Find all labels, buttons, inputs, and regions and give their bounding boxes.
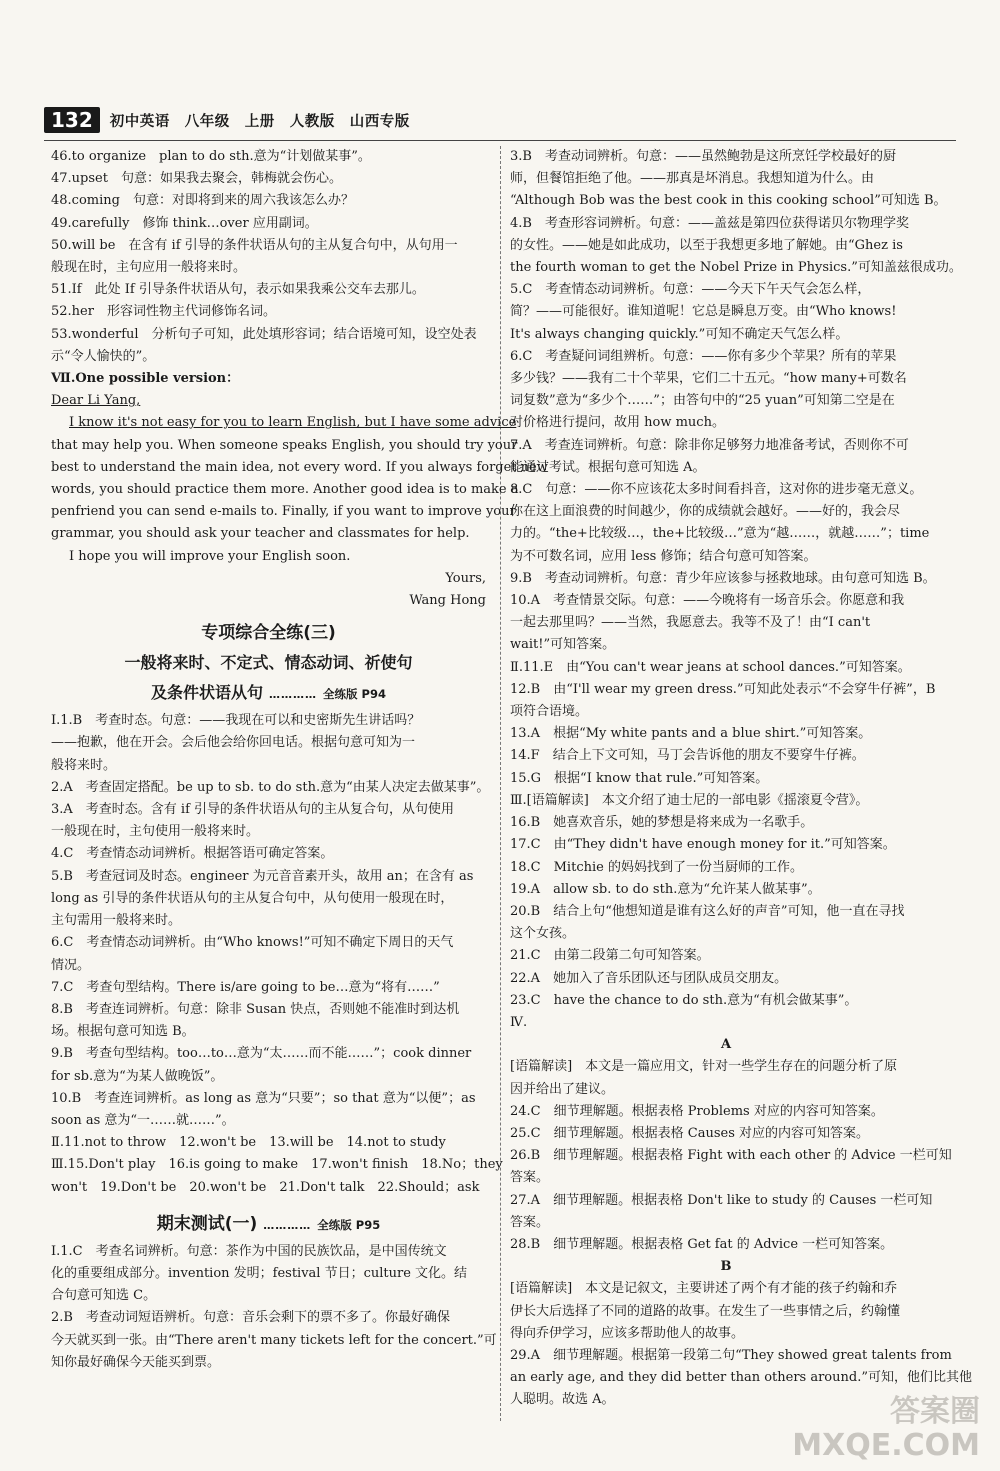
answer-line: 这个女孩。	[510, 926, 576, 942]
answer-line: 合句意可知选 C。	[51, 1288, 157, 1304]
answer-line: It's always changing quickly.”可知不确定天气怎么样。	[510, 326, 849, 342]
answer-line: 49.carefully 修饰 think…over 应用副词。	[51, 215, 318, 231]
book-title: 初中英语 八年级 上册 人教版 山西专版	[109, 113, 410, 130]
final-test-ref: 全练版 P95	[317, 1217, 381, 1232]
answer-line: 13.A 根据“My white pants and a blue shirt.”可知答案。	[510, 726, 872, 742]
section-ref: 全练版 P94	[323, 687, 386, 702]
answer-line: won't 19.Don't be 20.won't be 21.Don't talk 22.Should；ask	[51, 1179, 480, 1195]
answer-line: 2.A 考查固定搭配。be up to sb. to do sth.意为“由某人决定去做某事”。	[51, 779, 490, 795]
answer-line: 词复数”意为“多少个……”；由答句中的“25 yuan”可知第二空是在	[510, 393, 895, 409]
passage-label: A	[720, 1037, 732, 1053]
answer-line: 一般现在时，主句使用一般将来时。	[51, 824, 260, 840]
answer-line: 得向乔伊学习，应该多帮助他人的故事。	[510, 1325, 745, 1341]
page-number: 132	[44, 107, 100, 133]
letter-signoff: Yours,	[445, 570, 486, 586]
answer-line: 26.B 细节理解题。根据表格 Fight with each other 的 Advice 一栏可知	[510, 1148, 952, 1164]
letter-line: penfriend you can send e-mails to. Finally, if you want to improve your	[51, 504, 516, 520]
answer-line: an early age, and they did better than others around.”可知，他们比其他	[510, 1370, 972, 1386]
answer-line: 伊长大后选择了不同的道路的故事。在发生了一些事情之后，约翰懂	[510, 1303, 901, 1319]
final-test-title-row: 期末测试(一) ………… 全练版 P95	[156, 1213, 381, 1234]
letter-line: that may help you. When someone speaks English, you should try your	[51, 437, 518, 453]
answer-line: 3.A 考查时态。含有 if 引导的条件状语从句的主从复合句，从句使用	[51, 802, 455, 818]
answer-line: 能通过考试。根据句意可知选 A。	[510, 459, 706, 475]
answer-line: the fourth woman to get the Nobel Prize in Physics.”可知盖兹很成功。	[510, 260, 962, 276]
answer-line: 简？——可能很好。谁知道呢！它总是瞬息万变。由“Who knows!	[510, 304, 897, 320]
watermark-line-1: 答案圈	[890, 1394, 980, 1429]
answer-line: 8.C 句意：——你不应该花太多时间看抖音，这对你的进步毫无意义。	[510, 482, 923, 498]
answer-line: 力的。“the+比较级…，the+比较级…”意为“越……，就越……”；time	[510, 526, 930, 542]
letter-signature: Wang Hong	[409, 593, 486, 609]
answer-line: 4.C 考查情态动词辨析。根据答语可确定答案。	[51, 846, 334, 862]
answer-line: [语篇解读] 本文是记叙文，主要讲述了两个有才能的孩子约翰和乔	[510, 1281, 898, 1297]
answer-line: 5.B 考查冠词及时态。engineer 为元音音素开头，故用 an；在含有 as	[51, 868, 474, 884]
answer-line: 9.B 考查动词辨析。句意：青少年应该参与拯救地球。由句意可知选 B。	[510, 570, 936, 586]
answer-line: 主句需用一般将来时。	[51, 913, 182, 929]
answer-line: 4.B 考查形容词辨析。句意：——盖兹是第四位获得诺贝尔物理学奖	[510, 215, 909, 231]
answer-line: 15.G 根据“I know that rule.”可知答案。	[510, 770, 769, 786]
answer-line: Ⅱ.11.E 由“You can't wear jeans at school dances.”可知答案。	[510, 659, 911, 675]
answer-line: 25.C 细节理解题。根据表格 Causes 对应的内容可知答案。	[510, 1125, 869, 1141]
answer-line: 46.to organize plan to do sth.意为“计划做某事”。	[51, 149, 371, 164]
section-title: 专项综合全练(三)	[201, 623, 336, 644]
answer-line: 你在这上面浪费的时间越少，你的成绩就会越好。——好的，我会尽	[510, 504, 901, 520]
column-divider	[500, 146, 501, 1421]
answer-line: 3.B 考查动词辨析。句意：——虽然鲍勃是这所烹饪学校最好的厨	[510, 149, 896, 164]
answer-line: 21.C 由第二段第二句可知答案。	[510, 948, 710, 964]
answer-line: 6.C 考查情态动词辨析。由“Who knows!”可知不确定下周日的天气	[51, 935, 454, 951]
answer-line: soon as 意为“一……就……”。	[51, 1112, 235, 1128]
answer-line: 场。根据句意可知选 B。	[51, 1024, 195, 1040]
answer-line: 一起去那里吗？——当然，我愿意去。我等不及了！由“I can't	[510, 615, 871, 631]
answers-block-1	[51, 146, 486, 390]
answer-line: 28.B 细节理解题。根据表格 Get fat 的 Advice 一栏可知答案。	[510, 1236, 894, 1252]
answers-block-2	[51, 710, 503, 1198]
answer-line: 今天就买到一张。由“There aren't many tickets left for the concert.”可	[51, 1332, 497, 1348]
answer-line: 知你最好确保今天能买到票。	[51, 1354, 221, 1370]
answer-line: 化的重要组成部分。invention 发明；festival 节日；culture 文化。结	[51, 1265, 468, 1281]
answer-line: [语篇解读] 本文是一篇应用文，针对一些学生存在的问题分析了原	[510, 1059, 898, 1075]
letter-closing: I hope you will improve your English soon.	[69, 548, 351, 564]
answer-line: 多少钱？——我有二十个苹果，它们二十五元。“how many+可数名	[510, 371, 907, 387]
answer-line: 为不可数名词，应用 less 修饰；结合句意可知答案。	[510, 548, 817, 564]
answer-line: 47.upset 句意：如果我去聚会，韩梅就会伤心。	[51, 171, 342, 187]
answer-line: 29.A 细节理解题。根据第一段第二句“They showed great talents from	[510, 1347, 952, 1363]
answer-line: ——抱歉，他在开会。会后他会给你回电话。根据句意可知为一	[51, 735, 416, 751]
answer-line: 17.C 由“They didn't have enough money for it.”可知答案。	[510, 837, 896, 853]
answer-line: 2.B 考查动词短语辨析。句意：音乐会剩下的票不多了。你最好确保	[51, 1310, 450, 1326]
passage-label: B	[720, 1259, 732, 1275]
answer-line: 答案。	[510, 1170, 550, 1186]
answers-block-3	[51, 1241, 497, 1374]
answer-line: Ⅰ.1.C 考查名词辨析。句意：茶作为中国的民族饮品，是中国传统文	[51, 1243, 447, 1259]
answer-line: 18.C Mitchie 的妈妈找到了一份当厨师的工作。	[510, 859, 803, 875]
sample-letter	[51, 390, 548, 612]
answer-line: 人聪明。故选 A。	[510, 1392, 615, 1408]
answer-line: 对价格进行提问，故用 how much。	[510, 415, 725, 431]
answer-line: 19.A allow sb. to do sth.意为“允许某人做某事”。	[510, 881, 821, 897]
answer-line: 12.B 由“I'll wear my green dress.”可知此处表示“不会穿牛仔裤”，B	[510, 681, 936, 697]
final-test-title: 期末测试(一)	[156, 1213, 258, 1234]
answer-line: 53.wonderful 分析句子可知，此处填形容词；结合语境可知，设空处表	[51, 326, 477, 342]
section-subtitle: 一般将来时、不定式、情态动词、祈使句	[124, 653, 413, 673]
answer-line: 项符合语境。	[510, 704, 589, 720]
answer-line: 23.C have the chance to do sth.意为“有机会做某事”。	[510, 992, 858, 1008]
answer-line: 7.C 考查句型结构。There is/are going to be…意为“将有……”	[51, 979, 440, 995]
answer-line: 9.B 考查句型结构。too…to…意为“太……而不能……”；cook dinner	[51, 1046, 472, 1062]
letter-line: grammar, you should ask your teacher and classmates for help.	[51, 526, 470, 542]
answer-line: Ⅲ.[语篇解读] 本文介绍了迪士尼的一部电影《摇滚夏令营》。	[510, 792, 869, 808]
section-numeral: Ⅳ.	[510, 1014, 528, 1030]
answer-line: 般将来时。	[51, 757, 117, 773]
section-subtitle-2: 及条件状语从句 ………… 全练版 P94	[151, 683, 386, 703]
letter-greeting: Dear Li Yang,	[51, 393, 141, 409]
answer-line: 情况。	[51, 957, 91, 973]
section-subtitle-2-text: 及条件状语从句	[151, 683, 264, 703]
answer-line: 51.If 此处 If 引导条件状语从句，表示如果我乘公交车去那儿。	[51, 282, 425, 298]
answer-line: 示“令人愉快的”。	[51, 348, 156, 364]
header-divider	[44, 140, 956, 141]
answer-line: 8.B 考查连词辨析。句意：除非 Susan 快点，否则她不能准时到达机	[51, 1001, 460, 1017]
answer-line: 22.A 她加入了音乐团队还与团队成员交朋友。	[510, 970, 788, 986]
answer-line: 的女性。——她是如此成功，以至于我想更多地了解她。由“Ghez is	[510, 237, 903, 253]
answer-line: Ⅲ.15.Don't play 16.is going to make 17.won't finish 18.No；they	[51, 1157, 503, 1173]
answer-line: 因并给出了建议。	[510, 1081, 615, 1097]
answer-line: 5.C 考查情态动词辨析。句意：——今天下午天气会怎么样，	[510, 282, 871, 298]
answer-line: 14.F 结合上下文可知，马丁会告诉他的朋友不要穿牛仔裤。	[510, 748, 865, 764]
answer-line: Ⅰ.1.B 考查时态。句意：——我现在可以和史密斯先生讲话吗？	[51, 713, 421, 729]
answer-line: 答案。	[510, 1214, 550, 1230]
answer-line: 48.coming 句意：对即将到来的周六我该怎么办？	[51, 193, 354, 209]
answer-line: wait!”可知答案。	[510, 637, 616, 653]
answer-line: Ⅶ.One possible version：	[51, 371, 240, 387]
answer-line: 24.C 细节理解题。根据表格 Problems 对应的内容可知答案。	[510, 1103, 884, 1119]
answer-line: 27.A 细节理解题。根据表格 Don't like to study 的 Causes 一栏可知	[510, 1192, 933, 1208]
answer-line: 般现在时，主句应用一般将来时。	[51, 260, 247, 276]
answer-line: Ⅱ.11.not to throw 12.won't be 13.will be 14.not to study	[51, 1135, 446, 1151]
answer-line: 20.B 结合上句“他想知道是谁有这么好的声音”可知，他一直在寻找	[510, 903, 905, 919]
answer-line: “Although Bob was the best cook in this cooking school”可知选 B。	[510, 193, 947, 209]
answer-line: 16.B 她喜欢音乐，她的梦想是将来成为一名歌手。	[510, 815, 814, 831]
letter-line: words, you should practice them more. Another good idea is to make a	[51, 482, 519, 498]
answer-line: long as 引导的条件状语从句的主从复合句中，从句使用一般现在时，	[51, 890, 454, 906]
answer-line: 10.A 考查情景交际。句意：——今晚将有一场音乐会。你愿意和我	[510, 593, 905, 609]
letter-line: best to understand the main idea, not every word. If you always forget new	[51, 459, 548, 475]
answer-line: 50.will be 在含有 if 引导的条件状语从句的主从复合句中，从句用一	[51, 237, 458, 253]
answer-line: 6.C 考查疑问词组辨析。句意：——你有多少个苹果？所有的苹果	[510, 348, 897, 364]
answer-line: 10.B 考查连词辨析。as long as 意为“只要”；so that 意为“以便”；as	[51, 1090, 476, 1106]
answer-line: 师，但餐馆拒绝了他。——那真是坏消息。我想知道为什么。由	[510, 171, 875, 187]
answer-line: 52.her 形容词性物主代词修饰名词。	[51, 304, 276, 320]
letter-line: I know it's not easy for you to learn English, but I have some advice	[69, 415, 517, 431]
answer-line: 7.A 考查连词辨析。句意：除非你足够努力地准备考试，否则你不可	[510, 437, 909, 453]
watermark	[792, 1395, 980, 1463]
answer-line: for sb.意为“为某人做晚饭”。	[51, 1068, 224, 1084]
watermark-line-2: MXQE.COM	[792, 1428, 980, 1463]
page-header	[44, 104, 410, 136]
right-column	[510, 146, 972, 1412]
